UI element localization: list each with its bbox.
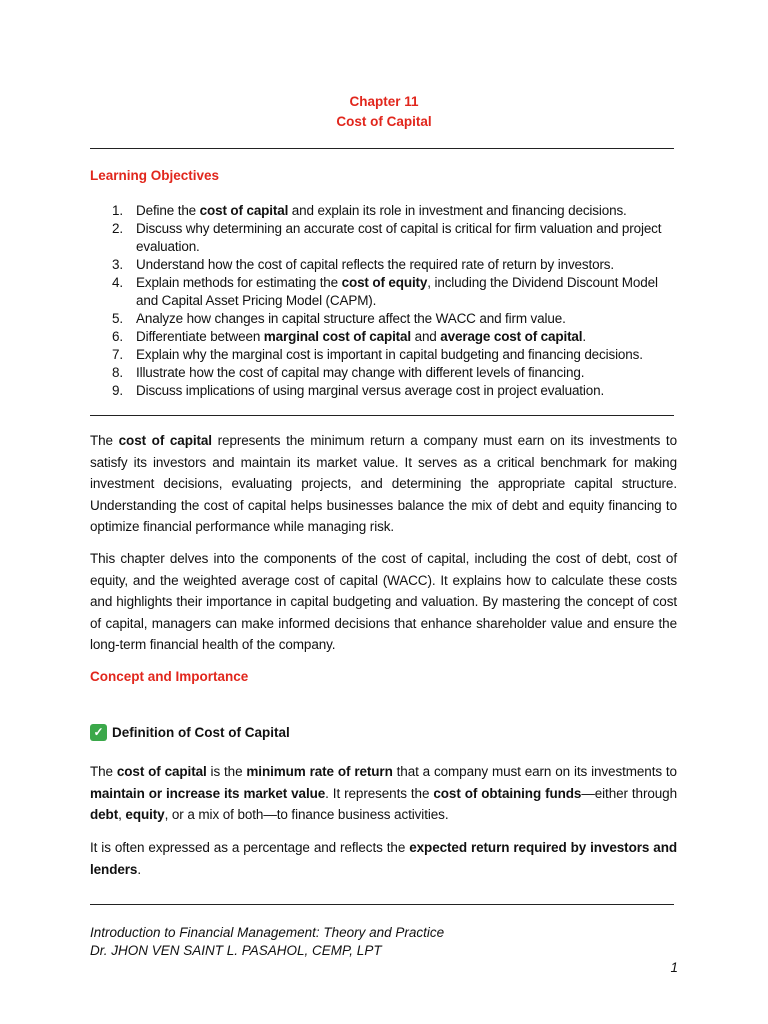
chapter-number: Chapter 11 — [349, 94, 419, 109]
objective-item: 9. Discuss implications of using marginal versus average cost in project evaluation. — [112, 383, 605, 398]
concept-heading: Concept and Importance — [90, 669, 249, 684]
definition-subheading-label: Definition of Cost of Capital — [112, 725, 290, 740]
objective-item: 3. Understand how the cost of capital reflects the required rate of return by investors. — [112, 257, 615, 272]
footer-author: Dr. JHON VEN SAINT L. PASAHOL, CEMP, LPT — [90, 943, 382, 958]
check-mark-icon: ✓ — [90, 724, 107, 741]
definition-paragraph: The cost of capital is the minimum rate of return that a company must earn on its investments to maintain or increase its market value. It represents the cost of obtaining funds—either through debt, equity, or a mix of both—to finance business activities. — [90, 764, 677, 822]
percentage-paragraph: It is often expressed as a percentage and reflects the expected return required by investors and lenders. — [90, 840, 677, 877]
divider-footer — [90, 904, 674, 905]
divider-top — [90, 148, 674, 149]
objective-item: 6. Differentiate between marginal cost of capital and average cost of capital. — [112, 329, 586, 344]
intro-paragraph-1: The cost of capital represents the minimum return a company must earn on its investments to satisfy its investors and maintain its market value. It serves as a critical benchmark for making investment decisions, evaluating projects, and determining the appropriate capital structure. Understanding the cost of capital helps businesses balance the mix of debt and equity financing to optimize financial performance while managing risk. — [90, 433, 677, 534]
objective-item: 2. Discuss why determining an accurate cost of capital is critical for firm valuation and project evaluation. — [112, 221, 662, 254]
intro-paragraph-2: This chapter delves into the components of the cost of capital, including the cost of debt, cost of equity, and the weighted average cost of capital (WACC). It explains how to calculate these costs and highlights their importance in capital budgeting and valuation. By mastering the concept of cost of capital, managers can make informed decisions that enhance shareholder value and ensure the long-term financial health of the company. — [90, 551, 677, 652]
objective-item: 7. Explain why the marginal cost is important in capital budgeting and financing decisions. — [112, 347, 643, 362]
objective-item: 4. Explain methods for estimating the cost of equity, including the Dividend Discount Model and Capital Asset Pricing Model (CAPM). — [112, 275, 658, 308]
chapter-title: Cost of Capital — [336, 114, 432, 129]
definition-subheading — [90, 724, 290, 741]
objective-item: 8. Illustrate how the cost of capital may change with different levels of financing. — [112, 365, 585, 380]
learning-objectives-heading: Learning Objectives — [90, 168, 220, 183]
objective-item: 1. Define the cost of capital and explain its role in investment and financing decisions. — [112, 203, 627, 218]
footer-book-title: Introduction to Financial Management: Theory and Practice — [90, 925, 445, 940]
page-number: 1 — [670, 960, 678, 975]
objective-item: 5. Analyze how changes in capital structure affect the WACC and firm value. — [112, 311, 566, 326]
divider-objectives — [90, 415, 674, 416]
learning-objectives-list — [90, 202, 680, 400]
